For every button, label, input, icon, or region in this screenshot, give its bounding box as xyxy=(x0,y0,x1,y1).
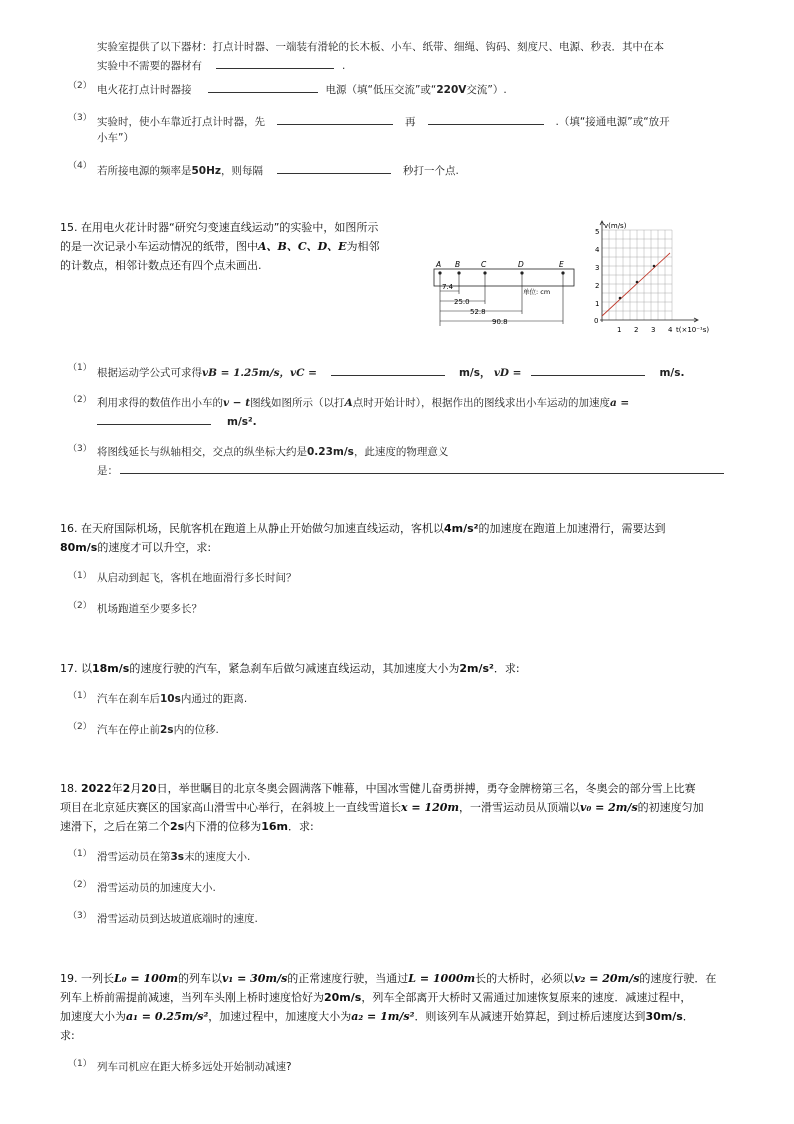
velocity-time-graph xyxy=(590,218,730,343)
q18-sub1: 滑雪运动员在第3s末的速度大小. xyxy=(97,851,251,863)
q19-line1: 19. 一列长L₀ = 100m的列车以v₁ = 30m/s的正常速度行驶，当通过L = 1000m长的大桥时，必须以v₂ = 20m/s的速度行驶．在 xyxy=(60,972,717,985)
tape-label-e: E xyxy=(559,260,564,269)
tape-label-b: B xyxy=(455,260,461,269)
q19-sub1: 列车司机应在距大桥多远处开始制动减速? xyxy=(97,1061,292,1073)
q15-blank-meaning[interactable] xyxy=(120,461,724,474)
q14-sub4-number: （4） xyxy=(68,161,92,171)
q15-line2: 的是一次记录小车运动情况的纸带，图中A、B、C、D、E为相邻 xyxy=(60,240,380,253)
q16-sub2-number: （2） xyxy=(68,601,92,611)
tape-label-c: C xyxy=(481,260,487,269)
q14-intro-line2: 实验中不需要的器材有 . xyxy=(97,56,345,75)
q14-blank-first[interactable] xyxy=(277,112,393,125)
graph-ytick-1: 1 xyxy=(595,300,600,308)
graph-x-label: t(×10⁻¹s) xyxy=(676,326,710,334)
q14-blank-power[interactable] xyxy=(208,80,318,93)
q14-sub3-number: （3） xyxy=(68,113,92,123)
q19-line3: 加速度大小为a₁ = 0.25m/s²，加速过程中，加速度大小为a₂ = 1m/s²．则该列车从减速开始算起，到过桥后速度达到30m/s． xyxy=(60,1010,694,1023)
q15-blank-acceleration[interactable] xyxy=(97,412,211,425)
graph-ytick-4: 4 xyxy=(595,246,600,254)
q17-sub2: 汽车在停止前2s内的位移. xyxy=(97,724,219,736)
tape-strip xyxy=(434,269,574,286)
tape-dist-ac: 25.0 xyxy=(454,298,470,306)
q14-sub3-cont: 小车”） xyxy=(97,132,134,144)
graph-xtick-1: 1 xyxy=(617,326,622,334)
q15-sub1: 根据运动学公式可求得vB = 1.25m/s，vC = m/s， vD = m/s. xyxy=(97,363,685,382)
q18-line3: 速滑下，之后在第二个2s内下滑的位移为16m．求: xyxy=(60,820,314,833)
tape-dist-ab: 7.4 xyxy=(442,283,454,291)
q14-blank-equipment[interactable] xyxy=(216,56,334,69)
q15-line3: 的计数点，相邻计数点还有四个点未画出. xyxy=(60,259,262,272)
q18-sub3-number: （3） xyxy=(68,911,92,921)
q17-sub1-number: （1） xyxy=(68,691,92,701)
graph-ytick-5: 5 xyxy=(595,228,600,236)
q15-sub3-number: （3） xyxy=(68,444,92,454)
q14-blank-then[interactable] xyxy=(428,112,544,125)
tape-dist-ad: 52.8 xyxy=(470,308,486,316)
tape-unit: 单位: cm xyxy=(523,288,551,296)
tape-dist-ae: 90.8 xyxy=(492,318,508,326)
q15-sub2-number: （2） xyxy=(68,395,92,405)
q16-line1: 16. 在天府国际机场，民航客机在跑道上从静止开始做匀加速直线运动，客机以4m/s²的加速度在跑道上加速滑行，需要达到 xyxy=(60,522,666,535)
q17-line1: 17. 以18m/s的速度行驶的汽车，紧急刹车后做匀减速直线运动，其加速度大小为2m/s²．求: xyxy=(60,662,520,675)
q15-sub3: 将图线延长与纵轴相交，交点的纵坐标大约是0.23m/s，此速度的物理意义 xyxy=(97,446,449,458)
q18-sub1-number: （1） xyxy=(68,849,92,859)
q15-sub1-number: （1） xyxy=(68,363,92,373)
q16-sub1-number: （1） xyxy=(68,571,92,581)
tape-label-a: A xyxy=(436,260,442,269)
q14-sub2: 电火花打点计时器接 电源（填“低压交流”或“220V交流”）. xyxy=(97,80,507,99)
paper-tape-diagram xyxy=(430,256,580,331)
q14-blank-interval[interactable] xyxy=(277,161,391,174)
graph-xtick-3: 3 xyxy=(651,326,656,334)
q16-line2: 80m/s的速度才可以升空，求: xyxy=(60,541,212,554)
q15-blank-vc[interactable] xyxy=(331,363,445,376)
q19-line4: 求: xyxy=(60,1029,75,1042)
graph-ytick-3: 3 xyxy=(595,264,600,272)
q15-sub2: 利用求得的数值作出小车的v − t图线如图所示（以打A点时开始计时），根据作出的图线求出小车运动的加速度a = xyxy=(97,397,630,409)
q14-sub4: 若所接电源的频率是50Hz，则每隔 秒打一个点. xyxy=(97,161,459,180)
graph-xtick-2: 2 xyxy=(634,326,639,334)
q19-sub1-number: （1） xyxy=(68,1059,92,1069)
q14-sub3: 实验时，使小车靠近打点计时器，先 再 .（填“接通电源”或“放开 xyxy=(97,112,670,131)
q17-sub1: 汽车在刹车后10s内通过的距离. xyxy=(97,693,248,705)
tape-label-d: D xyxy=(518,260,524,269)
q16-sub2: 机场跑道至少要多长？ xyxy=(97,603,202,615)
graph-point-3 xyxy=(653,265,656,268)
q15-sub2-cont: m/s². xyxy=(97,412,257,431)
q14-sub2-number: （2） xyxy=(68,81,92,91)
q15-blank-vd[interactable] xyxy=(531,363,645,376)
q19-line2: 列车上桥前需提前减速，当列车头刚上桥时速度恰好为20m/s，列车全部离开大桥时又需通过加速恢复原来的速度．减速过程中， xyxy=(60,991,692,1004)
q18-sub3: 滑雪运动员到达坡道底端时的速度. xyxy=(97,913,258,925)
q14-intro-line1: 实验室提供了以下器材：打点计时器、一端装有滑轮的长木板、小车、纸带、细绳、钩码、刻度尺、电源、秒表．其中在本 xyxy=(97,41,664,53)
q15-sub3-cont: 是： xyxy=(97,461,724,480)
graph-point-2 xyxy=(636,281,639,284)
graph-fit-line xyxy=(602,253,670,316)
q16-sub1: 从启动到起飞，客机在地面滑行多长时间？ xyxy=(97,572,297,584)
graph-ytick-2: 2 xyxy=(595,282,600,290)
q15-line1: 15. 在用电火花计时器“研究匀变速直线运动”的实验中，如图所示 xyxy=(60,221,379,234)
q17-sub2-number: （2） xyxy=(68,722,92,732)
graph-point-1 xyxy=(619,297,622,300)
q18-sub2-number: （2） xyxy=(68,880,92,890)
graph-xtick-4: 4 xyxy=(668,326,673,334)
q18-line2: 项目在北京延庆赛区的国家高山滑雪中心举行，在斜坡上一直线雪道长x = 120m，一滑雪运动员从顶端以v₀ = 2m/s的初速度匀加 xyxy=(60,801,704,814)
graph-ytick-0: 0 xyxy=(594,317,599,325)
q18-sub2: 滑雪运动员的加速度大小. xyxy=(97,882,216,894)
q18-line1: 18. 2022年2月20日，举世瞩目的北京冬奥会圆满落下帷幕，中国冰雪健儿奋勇拼搏，勇夺金牌榜第三名，冬奥会的部分雪上比赛 xyxy=(60,782,696,795)
graph-y-label: v(m/s) xyxy=(604,222,627,230)
